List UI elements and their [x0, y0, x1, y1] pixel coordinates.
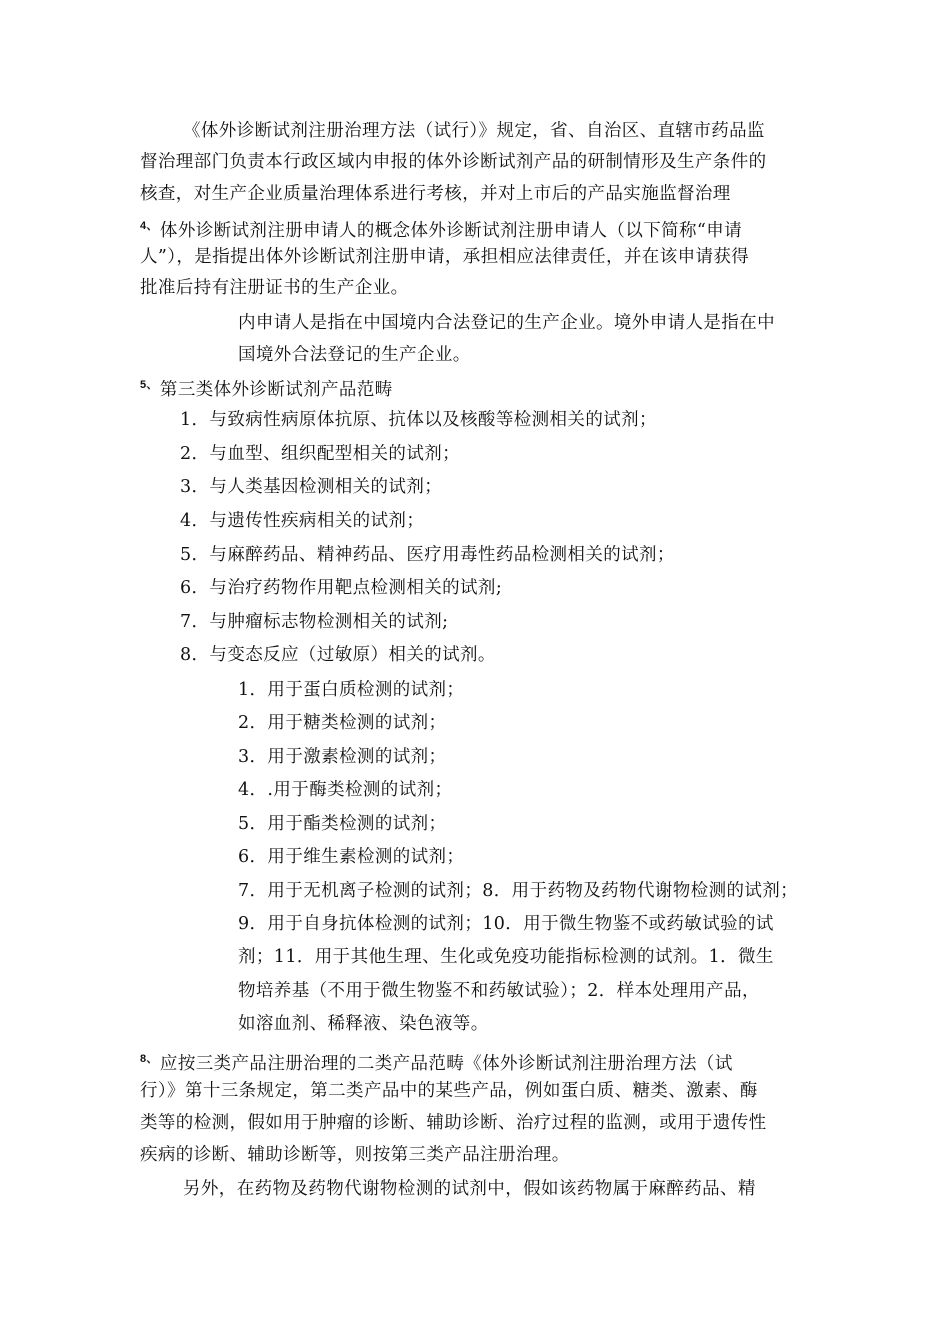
section-8-line-3: 类等的检测，假如用于肿瘤的诊断、辅助诊断、治疗过程的监测，或用于遗传性: [140, 1113, 767, 1133]
subitem-11: 如溶血剂、稀释液、染色液等。: [238, 1014, 489, 1034]
section-4-line-2: 人”），是指提出体外诊断试剂注册申请，承担相应法律责任，并在该申请获得: [140, 247, 750, 267]
subitem-4: 4．.用于酶类检测的试剂；: [238, 780, 453, 800]
section-5-item-5: 5．与麻醉药品、精神药品、医疗用毒性药品检测相关的试剂；: [180, 545, 675, 565]
section-4-number: 4、: [140, 220, 158, 232]
paragraph-1-line-1: 《体外诊断试剂注册治理方法（试行）》规定，省、自治区、直辖市药品监: [183, 121, 765, 141]
section-5-item-2: 2．与血型、组织配型相关的试剂；: [180, 444, 461, 464]
section-8-number: 8、: [140, 1053, 158, 1065]
subitem-9: 剂；11．用于其他生理、生化或免疫功能指标检测的试剂。1．微生: [238, 947, 774, 967]
subitem-2: 2．用于糖类检测的试剂；: [238, 713, 447, 733]
section-5-item-6: 6．与治疗药物作用靶点检测相关的试剂;: [180, 578, 503, 598]
subitem-10: 物培养基（不用于微生物鉴不和药敏试验）；2．样本处理用产品，: [238, 981, 760, 1001]
subitem-6: 6．用于维生素检测的试剂；: [238, 847, 465, 867]
section-5-item-3: 3．与人类基因检测相关的试剂；: [180, 477, 443, 497]
section-4-text-1: 体外诊断试剂注册申请人的概念体外诊断试剂注册申请人（以下简称“申请: [159, 221, 743, 241]
section-5-heading: [140, 368, 393, 407]
section-5-title: 第三类体外诊断试剂产品范畴: [159, 380, 393, 400]
paragraph-1-line-3: 核查，对生产企业质量治理体系进行考核，并对上市后的产品实施监督治理: [140, 184, 731, 204]
section-5-item-8: 8．与变态反应（过敏原）相关的试剂。: [180, 645, 496, 665]
section-5-item-1: 1．与致病性病原体抗原、抗体以及核酸等检测相关的试剂；: [180, 410, 657, 430]
section-5-item-7: 7．与肿瘤标志物检测相关的试剂;: [180, 612, 449, 632]
subitem-1: 1．用于蛋白质检测的试剂；: [238, 680, 465, 700]
paragraph-1-line-2: 督治理部门负责本行政区域内申报的体外诊断试剂产品的研制情形及生产条件的: [140, 152, 767, 172]
section-8-text-1: 应按三类产品注册治理的二类产品范畴《体外诊断试剂注册治理方法（试: [159, 1054, 733, 1074]
section-5-item-4: 4．与遗传性疾病相关的试剂；: [180, 511, 425, 531]
section-8-line-2: 行）》第十三条规定，第二类产品中的某些产品，例如蛋白质、糖类、激素、酶: [140, 1081, 758, 1101]
subitem-3: 3．用于激素检测的试剂；: [238, 747, 447, 767]
section-4-line-3: 批准后持有注册证书的生产企业。: [140, 278, 409, 298]
section-4-indent-line-2: 国境外合法登记的生产企业。: [238, 345, 471, 365]
section-8-last-line: 另外，在药物及药物代谢物检测的试剂中，假如该药物属于麻醉药品、精: [183, 1179, 756, 1199]
subitem-8: 9．用于自身抗体检测的试剂；10．用于微生物鉴不或药敏试验的试: [238, 914, 774, 934]
subitem-5: 5．用于酯类检测的试剂；: [238, 814, 447, 834]
section-4-indent-line-1: 内申请人是指在中国境内合法登记的生产企业。境外申请人是指在中: [238, 313, 775, 333]
subitem-7: 7．用于无机离子检测的试剂；8．用于药物及药物代谢物检测的试剂；: [238, 881, 799, 901]
section-8-line-4: 疾病的诊断、辅助诊断等，则按第三类产品注册治理。: [140, 1145, 570, 1165]
section-5-number: 5、: [140, 379, 158, 391]
